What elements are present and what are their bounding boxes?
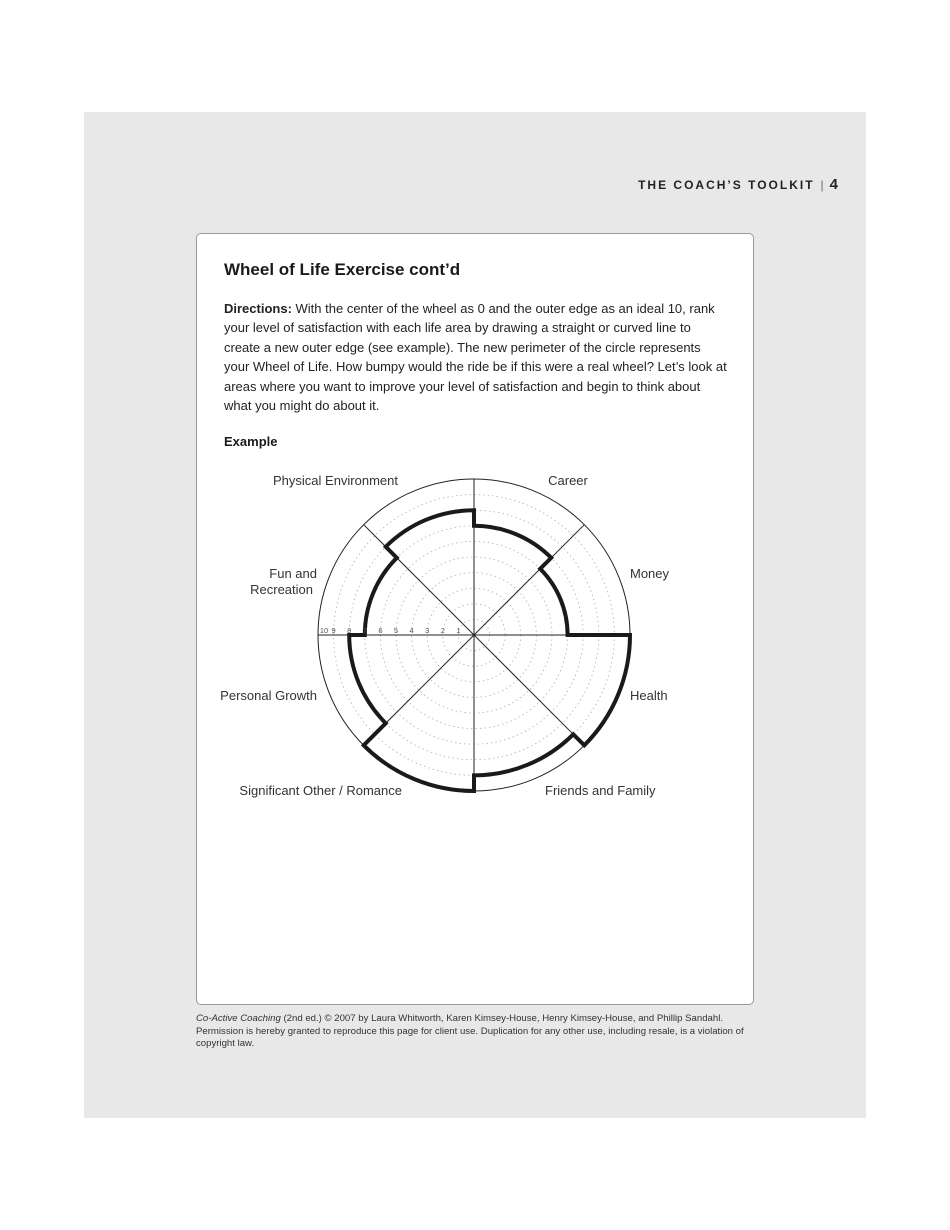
scale-tick-10: 10: [319, 626, 329, 635]
label-health: Health: [630, 688, 668, 703]
scale-tick-5: 5: [393, 626, 399, 635]
label-physical-environment: Physical Environment: [273, 473, 398, 488]
scale-tick-8: 8: [347, 626, 352, 635]
running-title: THE COACH’S TOOLKIT: [638, 178, 815, 192]
label-personal-growth: Personal Growth: [220, 688, 317, 703]
header-separator: |: [820, 178, 824, 192]
scale-tick-labels: [320, 626, 461, 635]
label-friends-family: Friends and Family: [545, 783, 656, 798]
footer-book-title: Co-Active Coaching: [196, 1013, 281, 1024]
scale-tick-3: 3: [425, 626, 430, 635]
scale-tick-4: 4: [409, 626, 414, 635]
scale-tick-1: 1: [456, 626, 461, 635]
directions-text: With the center of the wheel as 0 and the outer edge as an ideal 10, rank your level of satisfaction with each life area by drawing a straight or curved line to create a new outer edge (see example). The new perimeter of the circle represents your Wheel of Life. How bumpy would the ride be if this were a real wheel? Let’s look at areas where you want to improve your level of satisfaction and begin to think about what you might do about it.: [224, 301, 727, 414]
label-fun-recreation-line2: Recreation: [250, 582, 313, 597]
scale-tick-9: 9: [331, 626, 336, 635]
scale-tick-6: 6: [378, 626, 383, 635]
scale-tick-7: 7: [362, 626, 367, 635]
label-fun-recreation-line1: Fun and: [269, 566, 317, 581]
directions-label: Directions:: [224, 301, 292, 316]
label-significant-other: Significant Other / Romance: [239, 783, 402, 798]
label-career: Career: [548, 473, 588, 488]
scale-tick-2: 2: [440, 626, 445, 635]
page-number: 4: [829, 176, 838, 193]
exercise-title: Wheel of Life Exercise cont’d: [224, 260, 461, 279]
copyright-footer: [196, 1013, 756, 1051]
label-money: Money: [630, 566, 670, 581]
example-label: Example: [224, 434, 278, 449]
footer-text: (2nd ed.) © 2007 by Laura Whitworth, Karen Kimsey-House, Henry Kimsey-House, and Phillip Sandahl. Permission is hereby granted to reproduce this page for client use. Duplication for any other use, including resale, is a violation of copyright law.: [196, 1013, 744, 1049]
